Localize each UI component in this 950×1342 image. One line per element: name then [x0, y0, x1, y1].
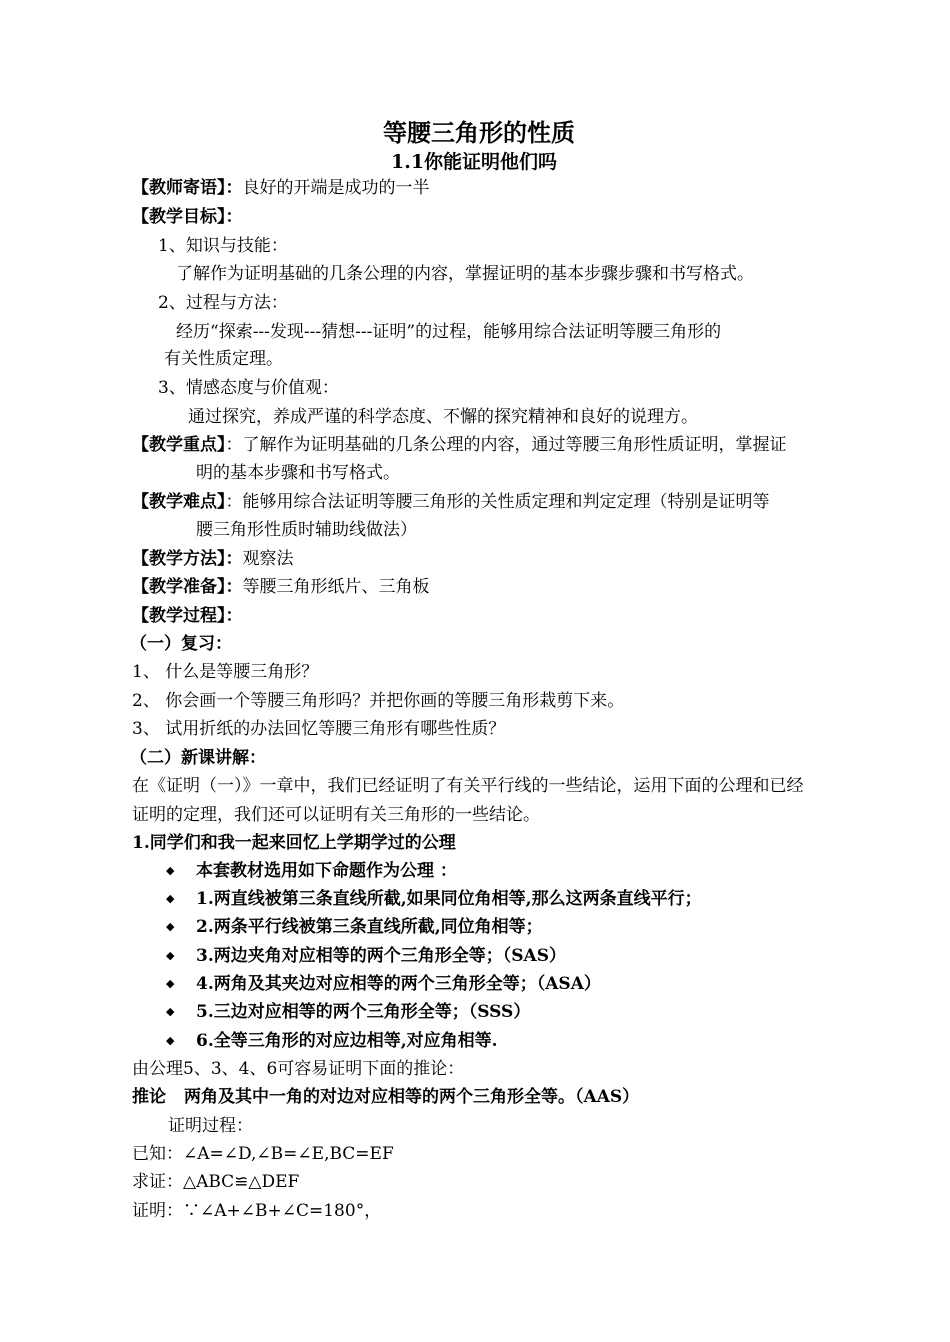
bullet-icon: ◆ [166, 920, 175, 933]
process-label: 【教学过程】： [132, 606, 243, 626]
intro-line1: 在《证明（一）》一章中，我们已经证明了有关平行线的一些结论，运用下面的公理和已经 [132, 776, 804, 796]
bullet-icon: ◆ [166, 864, 175, 877]
bullet-icon: ◆ [166, 977, 175, 990]
goals-label: 【教学目标】： [132, 207, 243, 227]
key-point-text: ：了解作为证明基础的几条公理的内容，通过等腰三角形性质证明，掌握证 [225, 435, 787, 455]
bullet-icon: ◆ [166, 949, 175, 962]
proof-heading: 证明过程： [168, 1116, 253, 1136]
prep-text: 等腰三角形纸片、三角板 [242, 577, 430, 597]
axiom-1: 1.两直线被第三条直线所截,如果同位角相等,那么这两条直线平行； [196, 889, 702, 909]
axiom-3: 3.两边夹角对应相等的两个三角形全等；（SAS） [196, 946, 566, 966]
goal-2-text-line2: 有关性质定理。 [164, 349, 283, 369]
goal-2-text-line1: 经历“探索---发现---猜想---证明”的过程，能够用综合法证明等腰三角形的 [176, 322, 722, 342]
review-question-3: 3、 试用折纸的办法回忆等腰三角形有哪些性质？ [132, 719, 506, 739]
axiom-5: 5.三边对应相等的两个三角形全等；（SSS） [196, 1002, 531, 1022]
goal-2-heading: 2、过程与方法： [158, 293, 288, 313]
method-line [132, 547, 294, 571]
difficulty-text: ：能够用综合法证明等腰三角形的关性质定理和判定定理（特别是证明等 [225, 492, 770, 512]
corollary-label: 推论 [132, 1087, 166, 1107]
bullet-icon: ◆ [166, 892, 175, 905]
axiom-4: 4.两角及其夹边对应相等的两个三角形全等；（ASA） [196, 974, 601, 994]
intro-line2: 证明的定理，我们还可以证明有关三角形的一些结论。 [132, 805, 540, 825]
new-lesson-heading: （二）新课讲解： [130, 748, 266, 768]
motto-label: 【教师寄语】： [132, 178, 243, 198]
proof-line: 证明：∵∠A+∠B+∠C=180°， [132, 1201, 382, 1221]
axiom-intro: 本套教材选用如下命题作为公理 ： [196, 861, 457, 881]
recall-heading: 1.同学们和我一起来回忆上学期学过的公理 [132, 833, 456, 853]
document-title: 等腰三角形的性质 [383, 118, 575, 147]
review-question-2: 2、 你会画一个等腰三角形吗？并把你画的等腰三角形栽剪下来。 [132, 691, 625, 711]
motto-line [132, 176, 430, 200]
given-line: 已知：∠A=∠D,∠B=∠E,BC=EF [132, 1144, 394, 1164]
bullet-icon: ◆ [166, 1005, 175, 1018]
prove-line: 求证：△ABC≌△DEF [132, 1172, 300, 1192]
axiom-6: 6.全等三角形的对应边相等,对应角相等. [196, 1031, 498, 1051]
corollary-line [132, 1085, 639, 1109]
key-point-label: 【教学重点】 [132, 435, 226, 455]
review-question-1: 1、 什么是等腰三角形？ [132, 662, 319, 682]
difficulty-line2: 腰三角形性质时辅助线做法） [196, 520, 417, 540]
corollary-text: 两角及其中一角的对边对应相等的两个三角形全等。（AAS） [184, 1087, 640, 1107]
derive-line: 由公理5、3、4、6可容易证明下面的推论： [132, 1059, 465, 1079]
goal-3-text: 通过探究，养成严谨的科学态度、不懈的探究精神和良好的说理方。 [188, 407, 698, 427]
method-text: 观察法 [242, 549, 294, 569]
goal-1-text: 了解作为证明基础的几条公理的内容，掌握证明的基本步骤步骤和书写格式。 [176, 264, 754, 284]
bullet-icon: ◆ [166, 1034, 175, 1047]
review-heading: （一）复习： [130, 634, 232, 654]
goal-1-heading: 1、知识与技能： [158, 236, 288, 256]
goal-3-heading: 3、情感态度与价值观： [158, 378, 339, 398]
key-point-line2: 明的基本步骤和书写格式。 [196, 463, 400, 483]
axiom-2: 2.两条平行线被第三条直线所截,同位角相等； [196, 917, 543, 937]
document-subtitle: 1.1你能证明他们吗 [391, 151, 558, 173]
method-label: 【教学方法】： [132, 549, 243, 569]
key-point-line1 [132, 433, 787, 457]
difficulty-label: 【教学难点】 [132, 492, 226, 512]
prep-line [132, 575, 430, 599]
difficulty-line1 [132, 490, 770, 514]
prep-label: 【教学准备】： [132, 577, 243, 597]
motto-text: 良好的开端是成功的一半 [242, 178, 430, 198]
